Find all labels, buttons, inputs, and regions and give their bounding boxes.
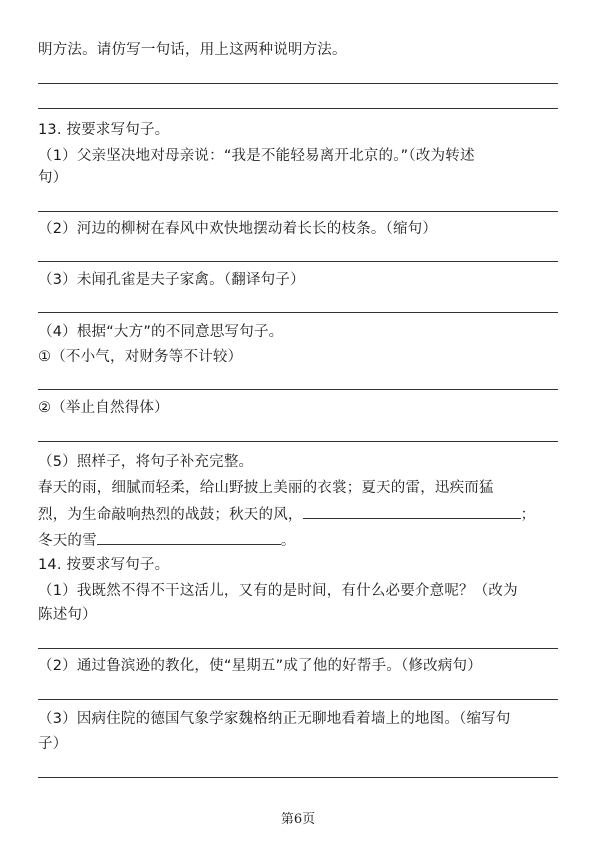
q14-2-text: （2）通过鲁滨逊的教化，使“星期五”成了他的好帮手。（修改病句）	[38, 658, 482, 674]
q13-3-text: （3）未闻孔雀是夫子家禽。（翻译句子）	[38, 272, 305, 288]
q13-4-b-text: ②（举止自然得体）	[38, 400, 169, 416]
answer-line[interactable]	[38, 648, 558, 649]
q13-5-example-line1: 春天的雨，细腻而轻柔，给山野披上美丽的衣裳；夏天的雷，迅疾而猛	[38, 480, 494, 496]
q14-3-text: （3）因病住院的德国气象学家魏格纳正无聊地看着墙上的地图。（缩写句	[38, 711, 511, 727]
intro-text: 明方法。请仿写一句话，用上这两种说明方法。	[38, 42, 347, 58]
answer-line[interactable]	[38, 699, 558, 700]
q13-5-text: （5）照样子，将句子补充完整。	[38, 454, 254, 470]
q14-title: 14. 按要求写句子。	[38, 557, 170, 573]
answer-line[interactable]	[38, 312, 558, 313]
answer-line[interactable]	[38, 83, 558, 84]
q13-4-a-text: ①（不小气，对财务等不计较）	[38, 349, 243, 365]
q13-5-example-line2	[38, 504, 535, 525]
answer-line[interactable]	[38, 441, 558, 442]
fill-blank-autumn[interactable]	[303, 504, 521, 519]
q13-5-example-suffix: ；	[520, 507, 536, 523]
q13-5-winter-suffix: 。	[280, 533, 296, 549]
q13-1-text: （1）父亲坚决地对母亲说：“我是不能轻易离开北京的。”（改为转述	[38, 148, 475, 164]
q13-4-text: （4）根据“大方”的不同意思写句子。	[38, 324, 284, 340]
q13-title: 13. 按要求写句子。	[38, 122, 170, 138]
q14-1-text: （1）我既然不得不干这活儿，又有的是时间，有什么必要介意呢？（改为	[38, 583, 518, 599]
answer-line[interactable]	[38, 777, 558, 778]
fill-blank-winter[interactable]	[97, 530, 281, 545]
page-number: 第6页	[280, 812, 316, 827]
q14-3-text-cont: 子）	[38, 736, 68, 752]
answer-line[interactable]	[38, 389, 558, 390]
answer-line[interactable]	[38, 211, 558, 212]
answer-line[interactable]	[38, 261, 558, 262]
answer-line[interactable]	[38, 108, 558, 109]
q13-5-winter-prefix: 冬天的雪	[38, 533, 97, 549]
q14-1-text-cont: 陈述句）	[38, 607, 97, 623]
q13-2-text: （2）河边的柳树在春风中欢快地摆动着长长的枝条。（缩句）	[38, 221, 438, 237]
q13-5-example-prefix: 烈，为生命敲响热烈的战鼓；秋天的风，	[38, 507, 303, 523]
q13-1-text-cont: 句）	[38, 170, 68, 186]
q13-5-example-line3	[38, 530, 296, 551]
